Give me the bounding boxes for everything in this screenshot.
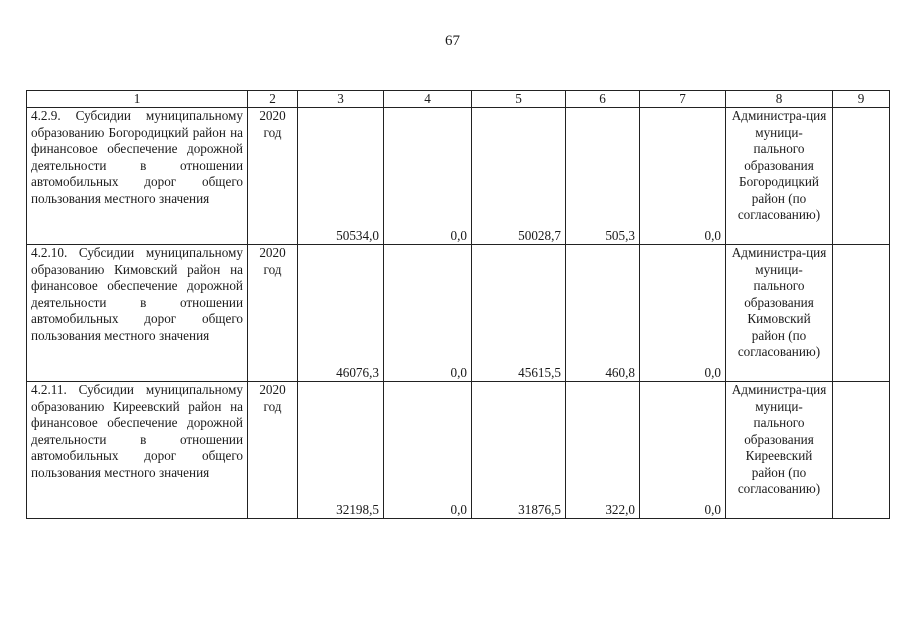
empty-cell-9: [833, 245, 890, 382]
header-cell-5: 5: [472, 91, 566, 108]
value-cell-5: 31876,5: [472, 382, 566, 519]
year-cell: 2020 год: [248, 382, 298, 519]
table-row: [27, 245, 890, 382]
value-cell-5: 50028,7: [472, 108, 566, 245]
value-cell-3: 32198,5: [298, 382, 384, 519]
header-cell-9: 9: [833, 91, 890, 108]
executor-cell: Администра-ция муници-пального образования Кимовский район (по согласованию): [726, 245, 833, 382]
value-cell-6: 460,8: [566, 245, 640, 382]
header-cell-8: 8: [726, 91, 833, 108]
value-cell-6: 505,3: [566, 108, 640, 245]
table-row: [27, 382, 890, 519]
value-cell-6: 322,0: [566, 382, 640, 519]
budget-table: [26, 90, 890, 519]
header-cell-1: 1: [27, 91, 248, 108]
value-cell-4: 0,0: [384, 245, 472, 382]
value-cell-3: 50534,0: [298, 108, 384, 245]
header-cell-6: 6: [566, 91, 640, 108]
header-row: [27, 91, 890, 108]
header-cell-2: 2: [248, 91, 298, 108]
header-cell-3: 3: [298, 91, 384, 108]
value-cell-3: 46076,3: [298, 245, 384, 382]
description-cell: 4.2.10. Субсидии муниципальному образованию Кимовский район на финансовое обеспечение дорожной деятельности в отношении автомобильных дорог общего пользования местного значения: [27, 245, 248, 382]
year-cell: 2020 год: [248, 108, 298, 245]
description-cell: 4.2.11. Субсидии муниципальному образованию Киреевский район на финансовое обеспечение дорожной деятельности в отношении автомобильных дорог общего пользования местного значения: [27, 382, 248, 519]
value-cell-4: 0,0: [384, 108, 472, 245]
header-cell-4: 4: [384, 91, 472, 108]
description-cell: 4.2.9. Субсидии муниципальному образованию Богородицкий район на финансовое обеспечение дорожной деятельности в отношении автомобильных дорог общего пользования местного значения: [27, 108, 248, 245]
table-row: [27, 108, 890, 245]
empty-cell-9: [833, 108, 890, 245]
executor-cell: Администра-ция муници-пального образования Киреевский район (по согласованию): [726, 382, 833, 519]
value-cell-7: 0,0: [640, 245, 726, 382]
empty-cell-9: [833, 382, 890, 519]
year-cell: 2020 год: [248, 245, 298, 382]
value-cell-4: 0,0: [384, 382, 472, 519]
page-number: 67: [445, 33, 460, 49]
value-cell-7: 0,0: [640, 108, 726, 245]
value-cell-5: 45615,5: [472, 245, 566, 382]
header-cell-7: 7: [640, 91, 726, 108]
value-cell-7: 0,0: [640, 382, 726, 519]
executor-cell: Администра-ция муници-пального образования Богородицкий район (по согласованию): [726, 108, 833, 245]
